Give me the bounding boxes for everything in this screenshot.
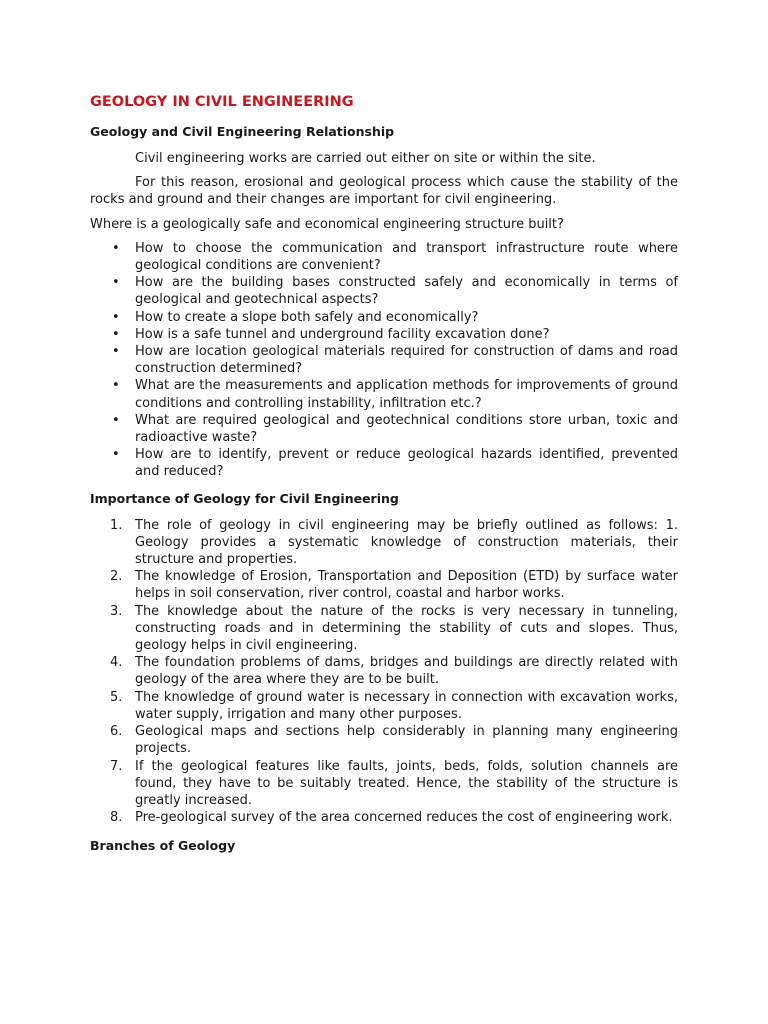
list-item-number: 3. <box>110 603 123 619</box>
list-item-text: The knowledge of ground water is necessary in connection with excavation works, water supply, irrigation and many other purposes. <box>135 689 678 722</box>
list-item-number: 7. <box>110 758 123 774</box>
list-item <box>90 274 678 308</box>
document-body <box>90 92 678 864</box>
importance-numbered-list <box>90 517 678 827</box>
list-item-number: 4. <box>110 655 123 671</box>
paragraph-erosional-process: For this reason, erosional and geological process which cause the stability of the rocks and ground and their changes are important for civil engineering. <box>90 175 678 208</box>
list-item <box>90 689 678 723</box>
bullet-icon: • <box>112 275 120 291</box>
document-title: GEOLOGY IN CIVIL ENGINEERING <box>90 94 354 110</box>
list-item-text: The knowledge about the nature of the rocks is very necessary in tunneling, constructing roads and in determining the stability of cuts and slopes. Thus, geology helps in civil engineering. <box>135 603 678 654</box>
list-item <box>90 412 678 446</box>
list-item <box>90 758 678 810</box>
list-item-text: How are to identify, prevent or reduce geological hazards identified, prevented and reduced? <box>135 447 678 480</box>
list-item <box>90 809 678 826</box>
list-item-text: How to choose the communication and transport infrastructure route where geological conditions are convenient? <box>135 240 678 274</box>
list-item <box>90 446 678 480</box>
section-heading-relationship: Geology and Civil Engineering Relationship <box>90 124 395 139</box>
question-bullet-list <box>90 240 678 481</box>
list-item <box>90 377 678 411</box>
bullet-icon: • <box>112 412 120 428</box>
list-item-text: If the geological features like faults, joints, beds, folds, solution channels are found, they have to be suitably treated. Hence, the stability of the structure is greatly increased. <box>135 758 678 808</box>
paragraph-safe-structure-question: Where is a geologically safe and economical engineering structure built? <box>90 216 564 232</box>
list-item-number: 6. <box>110 724 123 740</box>
list-item-text: The foundation problems of dams, bridges and buildings are directly related with geology of the area where they are to be built. <box>135 655 678 688</box>
list-item-number: 8. <box>110 810 123 826</box>
list-item-text: How are the building bases constructed safely and economically in terms of geological and geotechnical aspects? <box>135 275 678 308</box>
section-heading-branches: Branches of Geology <box>90 838 236 854</box>
list-item <box>90 723 678 757</box>
list-item-text: The knowledge of Erosion, Transportation and Deposition (ETD) by surface water helps in soil conservation, river control, coastal and harbor works. <box>135 569 678 602</box>
list-item-text: Geological maps and sections help considerably in planning many engineering projects. <box>135 724 678 757</box>
list-item <box>90 568 678 602</box>
bullet-icon: • <box>112 378 120 394</box>
list-item-text: The role of geology in civil engineering may be briefly outlined as follows: 1. Geology provides a systematic knowledge of construction materials, their structure and properties. <box>135 517 678 568</box>
list-item-text: Pre-geological survey of the area concerned reduces the cost of engineering work. <box>135 810 673 826</box>
bullet-icon: • <box>112 326 120 342</box>
list-item-number: 5. <box>110 689 123 705</box>
list-item-text: How are location geological materials required for construction of dams and road construction determined? <box>135 344 678 377</box>
list-item <box>90 603 678 655</box>
list-item-text: What are the measurements and application methods for improvements of ground conditions and controlling instability, infiltration etc.? <box>135 378 678 411</box>
list-item-text: What are required geological and geotechnical conditions store urban, toxic and radioactive waste? <box>135 412 678 446</box>
bullet-icon: • <box>112 447 120 463</box>
paragraph-site-works: Civil engineering works are carried out either on site or within the site. <box>135 151 596 166</box>
list-item-number: 2. <box>110 569 123 585</box>
list-item-text: How is a safe tunnel and underground facility excavation done? <box>135 326 550 342</box>
section-heading-importance: Importance of Geology for Civil Engineering <box>90 490 399 506</box>
list-item <box>90 517 678 569</box>
list-item <box>90 309 678 326</box>
list-item <box>90 240 678 274</box>
list-item <box>90 654 678 688</box>
list-item <box>90 326 678 343</box>
bullet-icon: • <box>112 309 120 325</box>
list-item <box>90 343 678 377</box>
list-item-number: 1. <box>110 517 123 533</box>
bullet-icon: • <box>112 240 120 256</box>
list-item-text: How to create a slope both safely and economically? <box>135 309 479 325</box>
bullet-icon: • <box>112 344 120 360</box>
